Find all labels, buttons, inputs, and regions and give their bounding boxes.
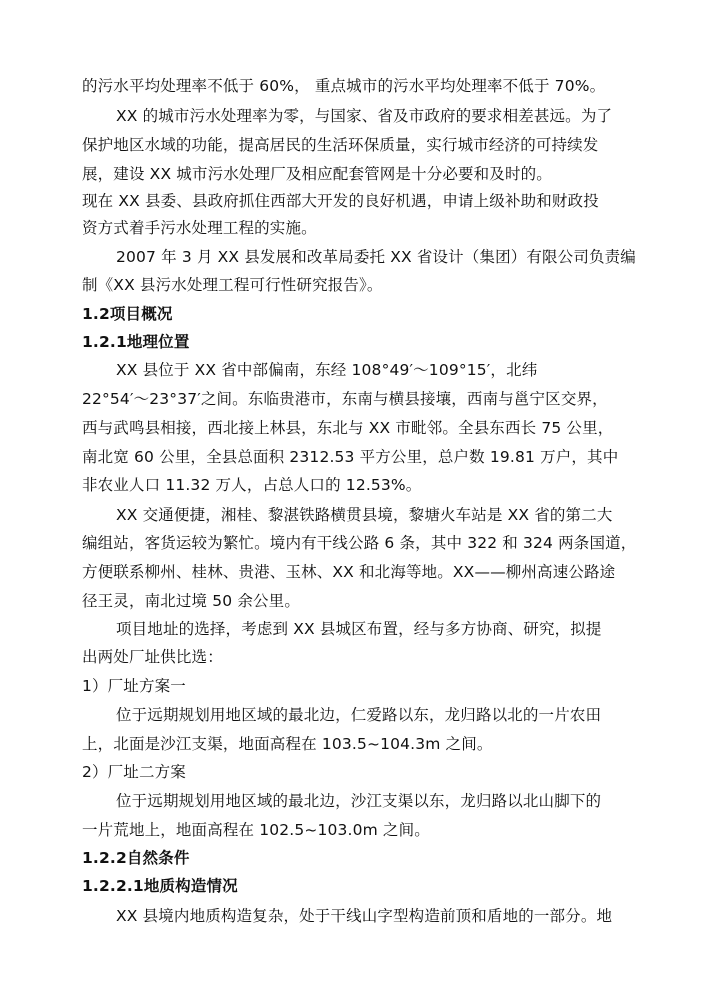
subsection-heading: 1.2.1地理位置 (82, 333, 190, 351)
body-line: 出两处厂址供比选： (82, 648, 223, 666)
body-line: 现在 XX 县委、县政府抓住西部大开发的良好机遇，申请上级补助和财政投 (82, 192, 599, 210)
body-line: 2007 年 3 月 XX 县发展和改革局委托 XX 省设计（集团）有限公司负责编 (116, 248, 636, 266)
body-line: 南北宽 60 公里，全县总面积 2312.53 平方公里，总户数 19.81 万户，其中 (82, 448, 619, 466)
body-line: 项目地址的选择，考虑到 XX 县城区布置，经与多方协商、研究，拟提 (116, 620, 602, 638)
section-heading: 1.2项目概况 (82, 305, 173, 323)
body-line: 的污水平均处理率不低于 60%， 重点城市的污水平均处理率不低于 70%。 (82, 77, 606, 95)
body-line: 位于远期规划用地区域的最北边，仁爱路以东，龙归路以北的一片农田 (116, 706, 602, 724)
body-line: 展，建设 XX 城市污水处理厂及相应配套管网是十分必要和及时的。 (82, 165, 552, 183)
body-line: 资方式着手污水处理工程的实施。 (82, 219, 317, 237)
list-item-label: 2）厂址二方案 (82, 763, 186, 781)
body-line: 制《XX 县污水处理工程可行性研究报告》。 (82, 276, 383, 294)
body-line: XX 县境内地质构造复杂，处于干线山字型构造前顶和盾地的一部分。地 (116, 907, 613, 925)
body-line: 22°54′～23°37′之间。东临贵港市，东南与横县接壤，西南与邕宁区交界， (82, 390, 608, 408)
body-line: 非农业人口 11.32 万人，占总人口的 12.53%。 (82, 476, 422, 494)
body-line: 保护地区水域的功能，提高居民的生活环保质量，实行城市经济的可持续发 (82, 136, 599, 154)
body-line: XX 县位于 XX 省中部偏南，东经 108°49′～109°15′，北纬 (116, 361, 538, 379)
subsection-heading: 1.2.2自然条件 (82, 849, 190, 867)
body-line: 位于远期规划用地区域的最北边，沙江支渠以东，龙归路以北山脚下的 (116, 792, 602, 810)
body-line: 西与武鸣县相接，西北接上林县，东北与 XX 市毗邻。全县东西长 75 公里， (82, 419, 614, 437)
body-line: XX 的城市污水处理率为零，与国家、省及市政府的要求相差甚远。为了 (116, 107, 613, 125)
body-line: 径王灵，南北过境 50 余公里。 (82, 592, 300, 610)
list-item-label: 1）厂址方案一 (82, 677, 186, 695)
body-line: 上，北面是沙江支渠，地面高程在 103.5~104.3m 之间。 (82, 735, 493, 753)
body-line: 方便联系柳州、桂林、贵港、玉林、XX 和北海等地。XX——柳州高速公路途 (82, 563, 616, 581)
body-line: 一片荒地上，地面高程在 102.5~103.0m 之间。 (82, 821, 430, 839)
subsection-heading: 1.2.2.1地质构造情况 (82, 877, 238, 895)
body-line: XX 交通便捷，湘桂、黎湛铁路横贯县境，黎塘火车站是 XX 省的第二大 (116, 506, 613, 524)
body-line: 编组站，客货运较为繁忙。境内有干线公路 6 条，其中 322 和 324 两条国道， (82, 534, 637, 552)
